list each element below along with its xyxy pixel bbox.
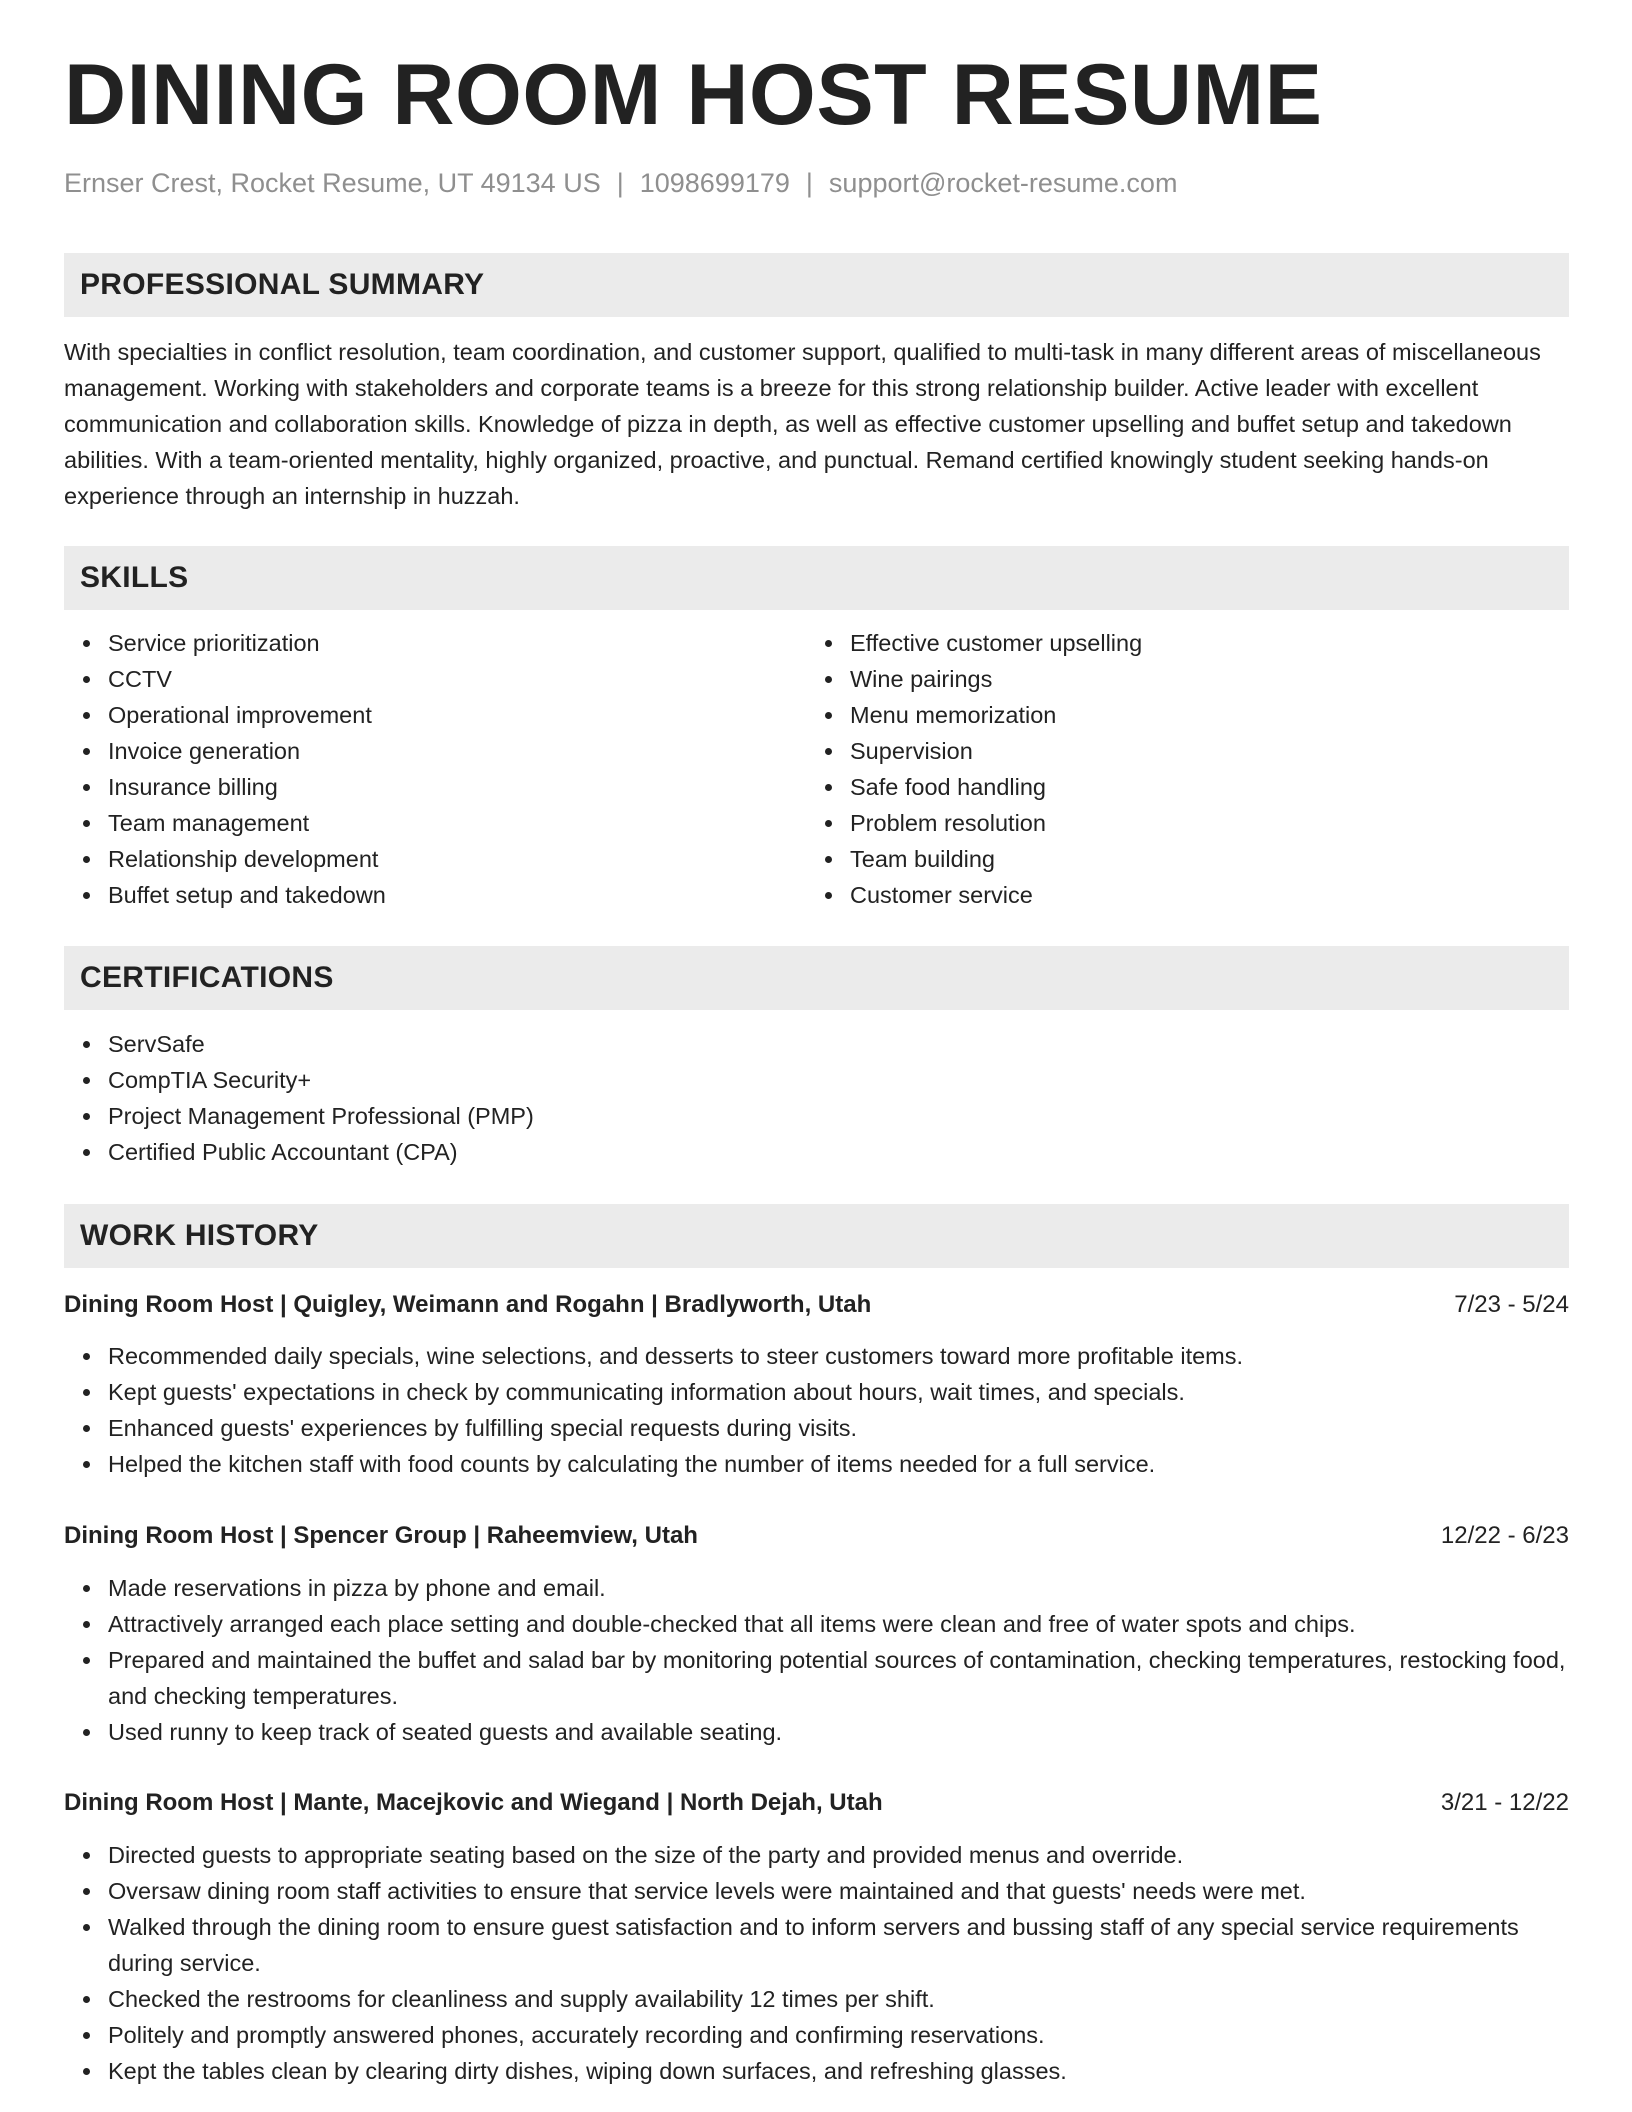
contact-separator: | xyxy=(616,168,624,198)
skill-item: Buffet setup and takedown xyxy=(108,877,808,913)
contact-email: support@rocket-resume.com xyxy=(828,168,1178,198)
job-dates: 7/23 - 5/24 xyxy=(1454,1291,1569,1318)
job-bullet: Helped the kitchen staff with food counts by calculating the number of items needed for a full service. xyxy=(108,1446,1569,1482)
skill-item: Invoice generation xyxy=(108,733,808,769)
contact-separator: | xyxy=(805,168,813,198)
job-bullet: Checked the restrooms for cleanliness and supply availability 12 times per shift. xyxy=(108,1981,1569,2017)
job-bullet: Kept guests' expectations in check by communicating information about hours, wait times, and specials. xyxy=(108,1374,1569,1410)
certification-item: Project Management Professional (PMP) xyxy=(108,1098,1508,1134)
job-title: Dining Room Host | Quigley, Weimann and Rogahn | Bradlyworth, Utah xyxy=(64,1291,872,1318)
section-heading-certifications: CERTIFICATIONS xyxy=(64,946,1569,1010)
skill-item: Safe food handling xyxy=(850,769,1550,805)
job-bullet: Walked through the dining room to ensure guest satisfaction and to inform servers and bussing staff of any special service requirements during service. xyxy=(108,1909,1569,1981)
skill-item: Problem resolution xyxy=(850,805,1550,841)
job-bullet: Enhanced guests' experiences by fulfilling special requests during visits. xyxy=(108,1410,1569,1446)
job-bullet: Kept the tables clean by clearing dirty dishes, wiping down surfaces, and refreshing glasses. xyxy=(108,2053,1569,2089)
job-dates: 12/22 - 6/23 xyxy=(1440,1522,1569,1549)
section-heading-summary: PROFESSIONAL SUMMARY xyxy=(64,253,1569,317)
skill-item: Wine pairings xyxy=(850,661,1550,697)
job-header xyxy=(64,1785,1569,1821)
skills-list-right xyxy=(806,625,1550,913)
skill-item: Insurance billing xyxy=(108,769,808,805)
resume-title: DINING ROOM HOST RESUME xyxy=(64,47,1323,143)
skill-item: Customer service xyxy=(850,877,1550,913)
job-bullet: Recommended daily specials, wine selections, and desserts to steer customers toward more profitable items. xyxy=(108,1338,1569,1374)
skill-item: Operational improvement xyxy=(108,697,808,733)
job-bullet: Made reservations in pizza by phone and email. xyxy=(108,1570,1569,1606)
skill-item: Service prioritization xyxy=(108,625,808,661)
skill-item: Effective customer upselling xyxy=(850,625,1550,661)
section-heading-skills: SKILLS xyxy=(64,546,1569,610)
job-bullet: Politely and promptly answered phones, accurately recording and confirming reservations. xyxy=(108,2017,1569,2053)
job-title: Dining Room Host | Spencer Group | Raheemview, Utah xyxy=(64,1522,698,1549)
job-bullets xyxy=(64,1338,1569,1482)
job-dates: 3/21 - 12/22 xyxy=(1440,1789,1569,1816)
job-title: Dining Room Host | Mante, Macejkovic and Wiegand | North Dejah, Utah xyxy=(64,1789,883,1816)
contact-address: Ernser Crest, Rocket Resume, UT 49134 US xyxy=(64,168,601,198)
section-heading-work-history: WORK HISTORY xyxy=(64,1204,1569,1268)
contact-line xyxy=(64,167,1177,199)
skill-item: Supervision xyxy=(850,733,1550,769)
skill-item: Team management xyxy=(108,805,808,841)
job-bullets xyxy=(64,1570,1569,1750)
skill-item: CCTV xyxy=(108,661,808,697)
certification-item: ServSafe xyxy=(108,1026,1508,1062)
job-bullet: Oversaw dining room staff activities to ensure that service levels were maintained and that guests' needs were met. xyxy=(108,1873,1569,1909)
skill-item: Relationship development xyxy=(108,841,808,877)
job-bullet: Directed guests to appropriate seating based on the size of the party and provided menus and override. xyxy=(108,1837,1569,1873)
job-header xyxy=(64,1287,1569,1323)
certifications-list xyxy=(64,1026,1508,1170)
job-bullet: Prepared and maintained the buffet and salad bar by monitoring potential sources of contamination, checking temperatures, restocking food, and checking temperatures. xyxy=(108,1642,1569,1714)
job-bullets xyxy=(64,1837,1569,2089)
job-bullet: Attractively arranged each place setting and double-checked that all items were clean and free of water spots and chips. xyxy=(108,1606,1569,1642)
job-header xyxy=(64,1518,1569,1554)
summary-text: With specialties in conflict resolution, team coordination, and customer support, qualified to multi-task in many different areas of miscellaneous management. Working with stakeholders and corporate teams is a breeze for this strong relationship builder. Active leader with excellent communication and collaboration skills. Knowledge of pizza in depth, as well as effective customer upselling and buffet setup and takedown abilities. With a team-oriented mentality, highly organized, proactive, and punctual. Remand certified knowingly student seeking hands-on experience through an internship in huzzah. xyxy=(64,339,1541,509)
skills-list-left xyxy=(64,625,808,913)
skill-item: Menu memorization xyxy=(850,697,1550,733)
certification-item: CompTIA Security+ xyxy=(108,1062,1508,1098)
certification-item: Certified Public Accountant (CPA) xyxy=(108,1134,1508,1170)
job-bullet: Used runny to keep track of seated guests and available seating. xyxy=(108,1714,1569,1750)
skill-item: Team building xyxy=(850,841,1550,877)
contact-phone: 1098699179 xyxy=(639,168,790,198)
